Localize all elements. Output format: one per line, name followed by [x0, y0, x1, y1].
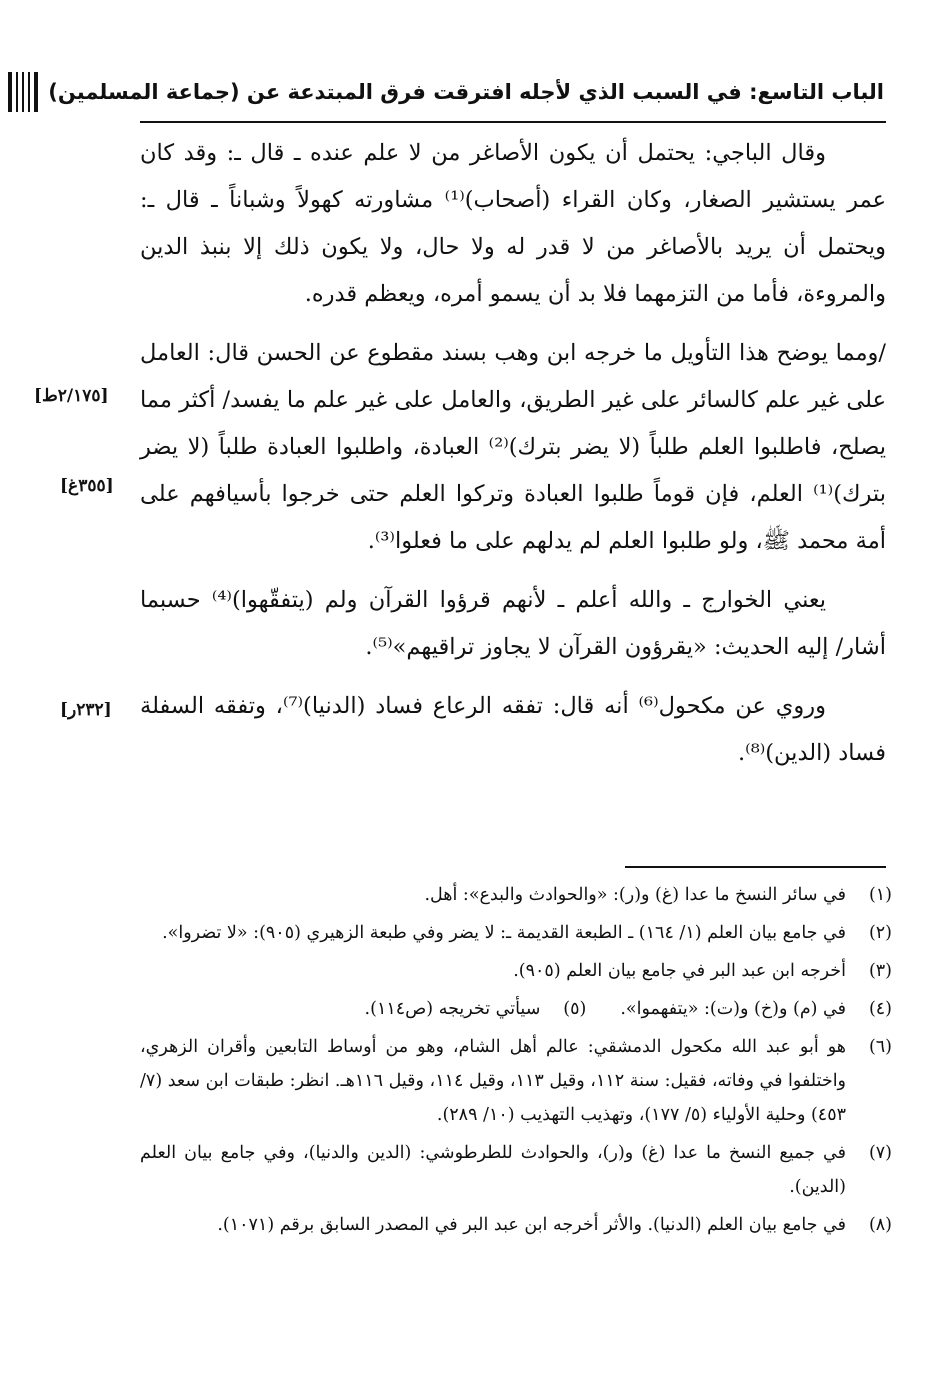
footnote-number: (٣) [868, 961, 892, 981]
footnote [620, 992, 892, 1026]
footnote-number: (٤) [868, 999, 892, 1019]
footnote-number: (٥) [563, 999, 587, 1019]
paragraph: يعني الخوارج ـ والله أعلم ـ لأنهم قرؤوا القرآن ولم (يتفقّهوا)⁽⁴⁾ حسبما أشار/ إليه الحديث: «يقرؤون القرآن لا يجاوز تراقيهم»⁽⁵⁾. [140, 587, 886, 660]
chapter-title: الباب التاسع: في السبب الذي لأجله افترقت فرق المبتدعة عن (جماعة المسلمين) [48, 80, 884, 104]
footnote-text: سيأتي تخريجه (ص١١٤). [364, 999, 541, 1019]
footnote-text: في جميع النسخ ما عدا (غ) و(ر)، والحوادث للطرطوشي: (الدين والدنيا)، وفي جامع بيان العلم (الدين). [140, 1143, 846, 1197]
footnote-text: في جامع بيان العلم (الدنيا). والأثر أخرجه ابن عبد البر في المصدر السابق برقم (١٠٧١). [217, 1215, 846, 1235]
footnote [140, 916, 892, 950]
footnote [140, 1208, 892, 1242]
footnote-text: في سائر النسخ ما عدا (غ) و(ر): «والحوادث والبدع»: أهل. [424, 885, 846, 905]
margin-reference: [٢/١٧٥ط] [34, 386, 109, 406]
footnote-number: (٧) [868, 1143, 892, 1163]
footnote-row [140, 992, 892, 1026]
paragraph: وروي عن مكحول⁽⁶⁾ أنه قال: تفقه الرعاع فساد (الدنيا)⁽⁷⁾، وتفقه السفلة فساد (الدين)⁽⁸⁾. [140, 693, 886, 766]
footnote [140, 954, 892, 988]
main-text [140, 130, 886, 789]
footnote-separator [625, 866, 886, 868]
footnote-text: أخرجه ابن عبد البر في جامع بيان العلم (٩٠٥). [513, 961, 846, 981]
footnote-text: في جامع بيان العلم (١/ ١٦٤) ـ الطبعة القديمة ـ: لا يضر وفي طبعة الزهيري (٩٠٥): «لا تضروا». [162, 923, 846, 943]
footnote-text: هو أبو عبد الله مكحول الدمشقي: عالم أهل الشام، وهو من أوساط التابعين وأقران الزهري، واختلفوا في وفاته، فقيل: سنة ١١٢، وقيل ١١٣، وقيل ١١٤، وقيل ١١٦هـ. انظر: طبقات ابن سعد (٧/ ٤٥٣) وحلية الأولياء (٥/ ١٧٧)، وتهذيب التهذيب (١٠/ ٢٨٩). [140, 1037, 847, 1125]
footnote-number: (٢) [868, 923, 892, 943]
paragraph: /ومما يوضح هذا التأويل ما خرجه ابن وهب بسند مقطوع عن الحسن قال: العامل على غير علم كالسائر على غير الطريق، والعامل على غير علم ما يفسد/ أكثر مما يصلح، فاطلبوا العلم طلباً (لا يضر بترك)⁽²⁾ العبادة، واطلبوا العبادة طلباً (لا يضر بترك)⁽¹⁾ العلم، فإن قوماً طلبوا العبادة وتركوا العلم حتى خرجوا بأسيافهم على أمة محمد ﷺ، ولو طلبوا العلم لم يدلهم على ما فعلوا⁽³⁾. [140, 340, 886, 554]
footnote-text: في (م) و(خ) و(ت): «يتفهموا». [620, 999, 846, 1019]
footnote [140, 878, 892, 912]
footnote [140, 1030, 892, 1132]
header-rule [140, 121, 886, 123]
running-header [48, 66, 886, 118]
header-ornament [8, 72, 38, 112]
margin-reference: [٢٣٢ر] [60, 700, 112, 720]
footnote [140, 1136, 892, 1204]
footnote-number: (١) [868, 885, 892, 905]
footnote [365, 992, 587, 1026]
footnotes [140, 878, 892, 1246]
margin-reference: [٣٥٥غ] [60, 476, 114, 496]
footnote-number: (٨) [868, 1215, 892, 1235]
paragraph: وقال الباجي: يحتمل أن يكون الأصاغر من لا علم عنده ـ قال ـ: وقد كان عمر يستشير الصغار، وكان القراء (أصحاب)⁽¹⁾ مشاورته كهولاً وشباناً ـ قال ـ: ويحتمل أن يريد بالأصاغر من لا قدر له ولا حال، ولا يكون ذلك إلا بنبذ الدين والمروءة، فأما من التزمهما فلا بد أن يسمو أمره، ويعظم قدره. [140, 140, 887, 307]
footnote-number: (٦) [868, 1037, 892, 1057]
